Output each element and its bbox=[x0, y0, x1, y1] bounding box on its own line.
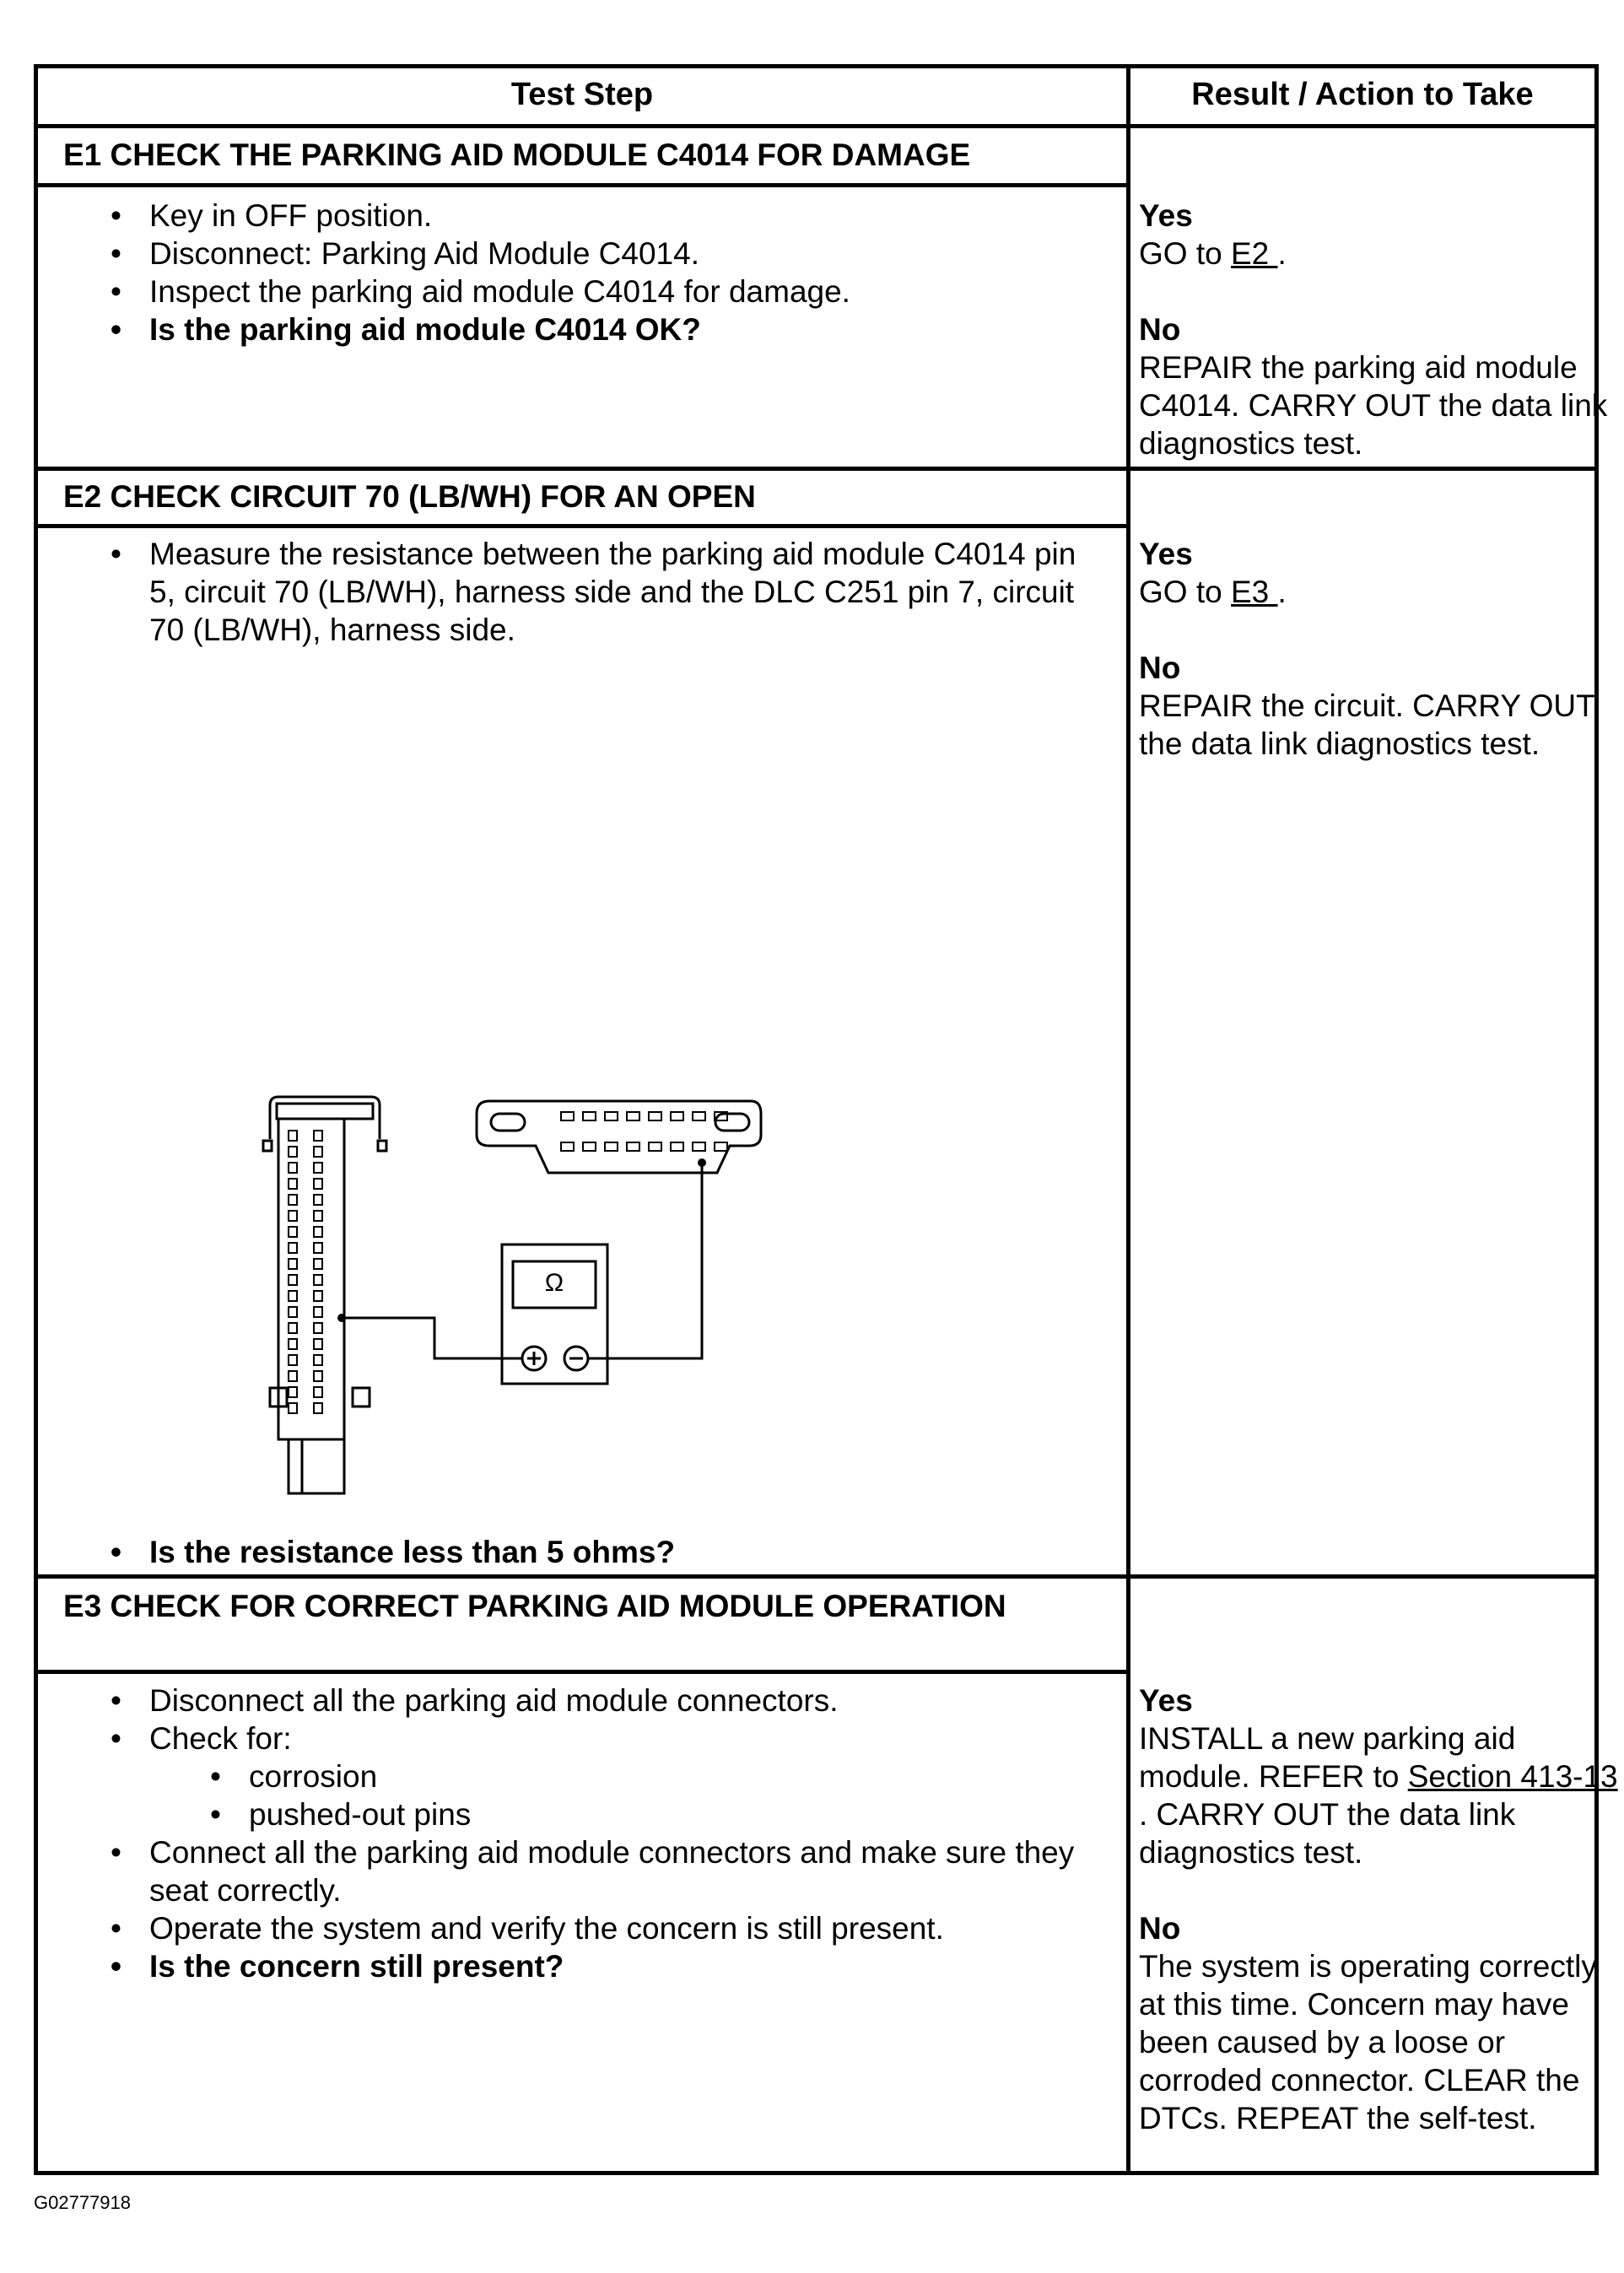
list-item: • Disconnect: Parking Aid Module C4014. bbox=[149, 235, 1111, 273]
list-item: • Inspect the parking aid module C4014 for damage. bbox=[149, 273, 1111, 310]
connector-pin bbox=[314, 1355, 322, 1365]
dlc-pin bbox=[649, 1112, 661, 1120]
ohmmeter-icon bbox=[502, 1244, 607, 1384]
list-item: • corrosion bbox=[249, 1757, 1111, 1795]
list-item: • Key in OFF position. bbox=[149, 197, 1111, 235]
connector-pin bbox=[314, 1387, 322, 1397]
no-text: REPAIR the parking aid module C4014. CARRY OUT the data link diagnostics test. bbox=[1139, 350, 1608, 461]
yes-label: Yes bbox=[1139, 537, 1193, 571]
connector-pin bbox=[289, 1323, 297, 1333]
link-section-413-13[interactable]: Section 413-13 bbox=[1407, 1759, 1618, 1794]
connector-pin bbox=[314, 1323, 322, 1333]
step-e2-question bbox=[149, 1533, 1094, 1571]
step-e2-result bbox=[1139, 535, 1624, 763]
yes-text-end: . bbox=[1277, 236, 1287, 271]
meter-ohm-symbol: Ω bbox=[544, 1269, 564, 1297]
connector-pin bbox=[314, 1243, 322, 1253]
connector-pin bbox=[314, 1339, 322, 1349]
list-item: • Check for: bbox=[149, 1720, 1111, 1757]
header-test-step: Test Step bbox=[510, 77, 654, 112]
dlc-pin bbox=[627, 1112, 639, 1120]
step-e3-result bbox=[1139, 1682, 1624, 2137]
list-item: • Disconnect all the parking aid module connectors. bbox=[149, 1682, 1111, 1720]
connector-pin bbox=[289, 1163, 297, 1173]
connector-pin bbox=[289, 1179, 297, 1189]
yes-text-end: . bbox=[1277, 575, 1287, 609]
step-e2-title-divider bbox=[38, 524, 1126, 528]
connector-pin bbox=[289, 1147, 297, 1157]
step-e3-bullets bbox=[149, 1682, 1111, 1985]
row-divider bbox=[38, 467, 1594, 471]
dlc-pin bbox=[693, 1142, 705, 1151]
dlc-pin bbox=[583, 1142, 596, 1151]
dlc-pin bbox=[715, 1142, 727, 1151]
list-item: • pushed-out pins bbox=[249, 1795, 1111, 1833]
connector-pin bbox=[289, 1387, 297, 1397]
no-label: No bbox=[1139, 651, 1181, 685]
test-lead-negative bbox=[588, 1163, 702, 1358]
connector-pin bbox=[289, 1291, 297, 1301]
dlc-c251-icon bbox=[477, 1101, 761, 1173]
connector-pin bbox=[289, 1131, 297, 1141]
connector-pin bbox=[289, 1403, 297, 1413]
connector-pin bbox=[314, 1371, 322, 1381]
row-divider bbox=[38, 1574, 1594, 1579]
connector-pin bbox=[314, 1307, 322, 1317]
connector-pin bbox=[314, 1195, 322, 1205]
connector-pin bbox=[289, 1339, 297, 1349]
list-item: • Measure the resistance between the parking aid module C4014 pin 5, circuit 70 (LB/WH), harness side and the DLC C251 pin 7, circuit 70 (LB/WH), harness side. bbox=[149, 535, 1094, 649]
header-result: Result / Action to Take bbox=[1191, 77, 1534, 112]
step-e2-bullets bbox=[149, 535, 1094, 649]
yes-text: GO to bbox=[1139, 575, 1231, 609]
yes-text-end: . CARRY OUT the data link diagnostics test. bbox=[1139, 1797, 1516, 1870]
dlc-pin bbox=[605, 1142, 618, 1151]
dlc-pin bbox=[671, 1142, 683, 1151]
step-e2-title: E2 CHECK CIRCUIT 70 (LB/WH) FOR AN OPEN bbox=[63, 479, 756, 514]
resistance-measurement-diagram bbox=[245, 1088, 835, 1510]
connector-pin bbox=[314, 1403, 322, 1413]
step-e1-result bbox=[1139, 197, 1624, 462]
connector-pin bbox=[289, 1275, 297, 1285]
list-item: • Connect all the parking aid module connectors and make sure they seat correctly. bbox=[149, 1833, 1111, 1909]
probe-point-icon bbox=[337, 1314, 346, 1322]
connector-pin bbox=[314, 1259, 322, 1269]
connector-pin bbox=[314, 1291, 322, 1301]
step-e3-title: E3 CHECK FOR CORRECT PARKING AID MODULE OPERATION bbox=[63, 1589, 1006, 1623]
column-divider bbox=[1126, 68, 1130, 2171]
link-e2[interactable]: E2 bbox=[1230, 236, 1278, 271]
connector-pin bbox=[289, 1259, 297, 1269]
dlc-pin bbox=[671, 1112, 683, 1120]
connector-pin bbox=[289, 1307, 297, 1317]
connector-c4014-icon bbox=[263, 1097, 386, 1493]
header-divider bbox=[38, 124, 1594, 128]
step-e1-title-divider bbox=[38, 183, 1126, 187]
dlc-pin bbox=[561, 1142, 574, 1151]
connector-pin bbox=[289, 1243, 297, 1253]
yes-label: Yes bbox=[1139, 198, 1193, 233]
step-e3-title-divider bbox=[38, 1670, 1126, 1674]
list-item: • Operate the system and verify the concern is still present. bbox=[149, 1909, 1111, 1947]
probe-point-icon bbox=[698, 1158, 706, 1167]
yes-text: GO to bbox=[1139, 236, 1231, 271]
connector-pin bbox=[289, 1211, 297, 1221]
link-e3[interactable]: E3 bbox=[1230, 575, 1278, 609]
test-lead-positive bbox=[342, 1318, 522, 1358]
connector-pin bbox=[289, 1227, 297, 1237]
connector-pin bbox=[289, 1355, 297, 1365]
connector-pin bbox=[314, 1131, 322, 1141]
no-label: No bbox=[1139, 1911, 1181, 1946]
no-text: The system is operating correctly at this time. Concern may have been caused by a loose or corroded connector. CLEAR the DTCs. REPEAT the self-test. bbox=[1139, 1949, 1597, 2135]
connector-pin bbox=[314, 1227, 322, 1237]
dlc-pin bbox=[649, 1142, 661, 1151]
connector-pin bbox=[314, 1147, 322, 1157]
yes-label: Yes bbox=[1139, 1683, 1193, 1718]
list-item: • Is the concern still present? bbox=[149, 1947, 1111, 1985]
connector-pin bbox=[314, 1275, 322, 1285]
connector-pin bbox=[289, 1371, 297, 1381]
step-e1-title: E1 CHECK THE PARKING AID MODULE C4014 FOR DAMAGE bbox=[63, 138, 971, 172]
no-text: REPAIR the circuit. CARRY OUT the data link diagnostics test. bbox=[1139, 688, 1595, 761]
connector-pin bbox=[289, 1195, 297, 1205]
connector-pin bbox=[314, 1179, 322, 1189]
yes-text: INSTALL a new parking aid module. REFER to bbox=[1139, 1721, 1516, 1794]
dlc-pin bbox=[693, 1112, 705, 1120]
no-label: No bbox=[1139, 312, 1181, 347]
step-e1-bullets bbox=[149, 197, 1111, 348]
list-item: • Is the parking aid module C4014 OK? bbox=[149, 310, 1111, 348]
list-item: • Is the resistance less than 5 ohms? bbox=[149, 1533, 1094, 1571]
dlc-pin bbox=[605, 1112, 618, 1120]
dlc-pin bbox=[583, 1112, 596, 1120]
dlc-pin bbox=[561, 1112, 574, 1120]
dlc-pin bbox=[627, 1142, 639, 1151]
connector-pin bbox=[314, 1163, 322, 1173]
figure-id: G02777918 bbox=[34, 2192, 131, 2213]
connector-pin bbox=[314, 1211, 322, 1221]
